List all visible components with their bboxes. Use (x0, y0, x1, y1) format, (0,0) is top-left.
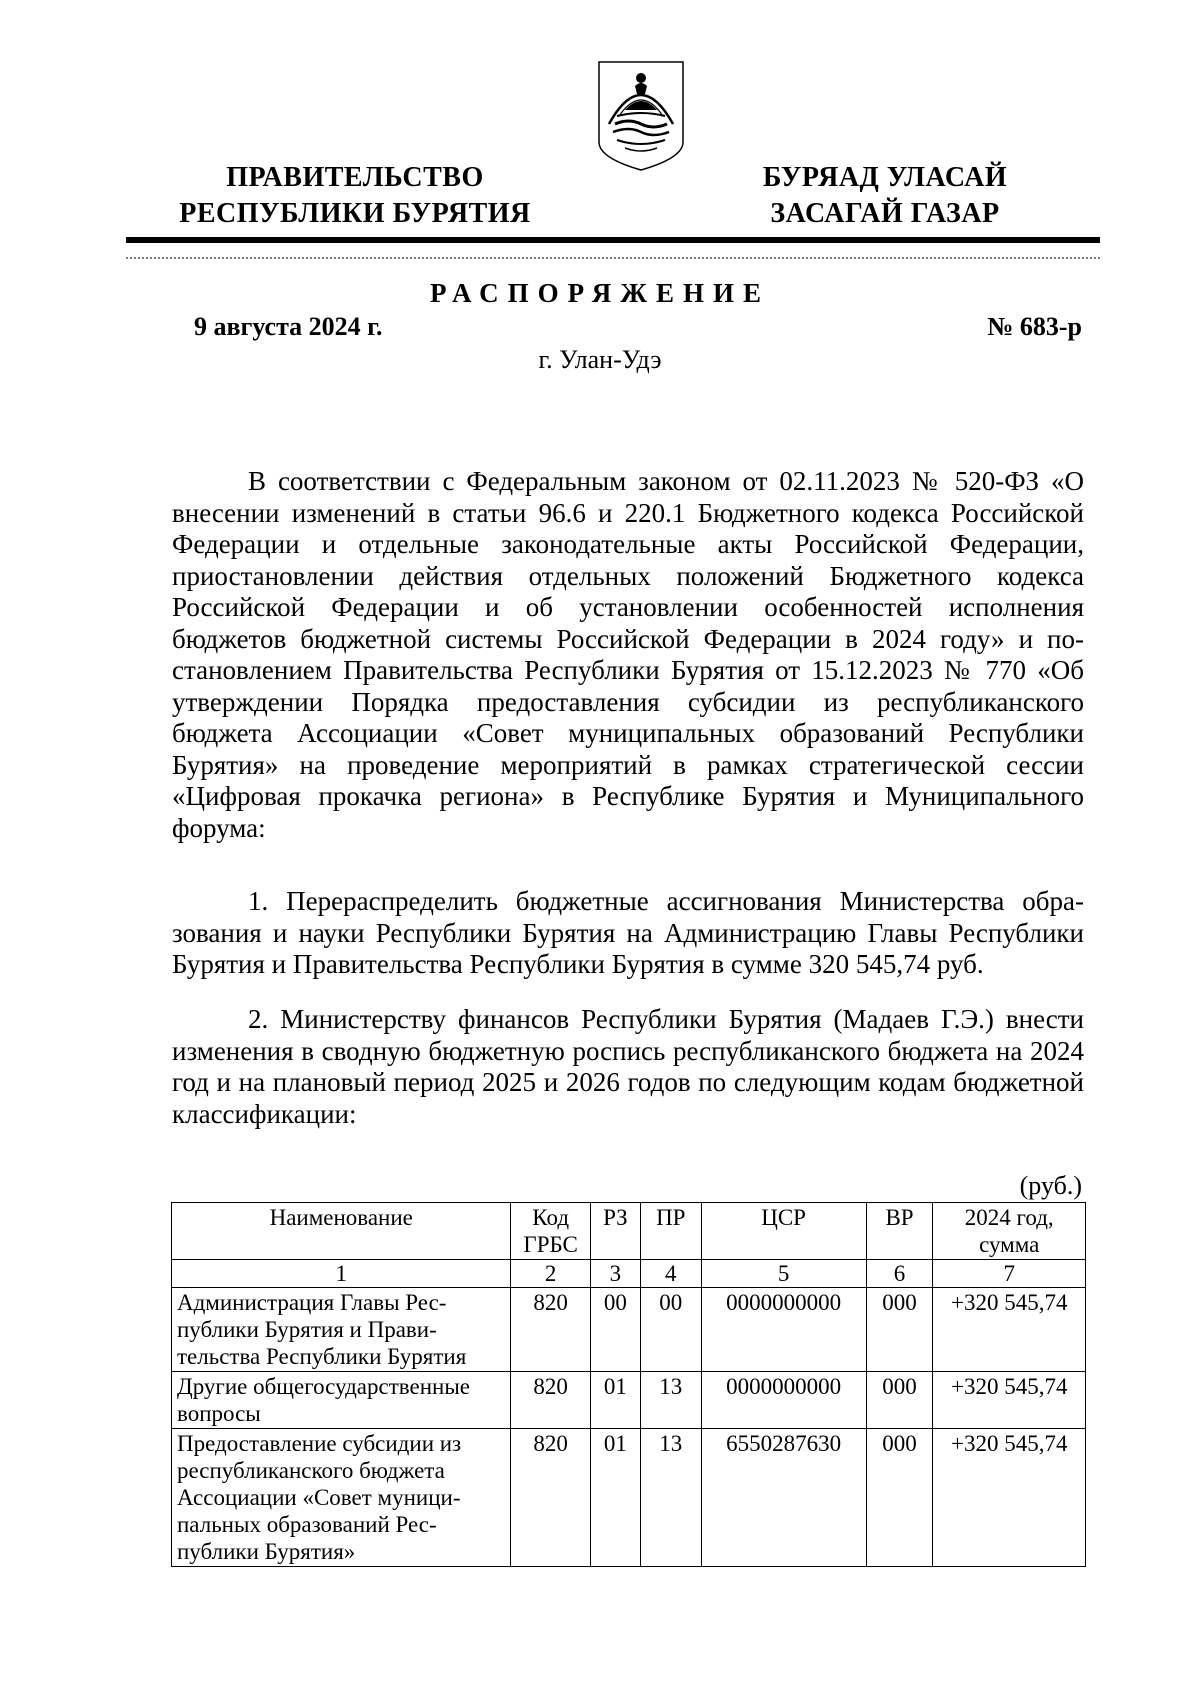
column-number: 6 (866, 1260, 933, 1288)
row-sum: +320 545,74 (933, 1288, 1086, 1372)
row-grbs: 820 (511, 1429, 590, 1567)
row-csr: 0000000000 (701, 1288, 866, 1372)
header-grbs: Код ГРБС (511, 1203, 590, 1260)
document-city: г. Улан-Удэ (538, 345, 662, 374)
government-name-buryat-line1: БУРЯАД УЛАСАЙ (762, 162, 1008, 193)
header-pr: ПР (640, 1203, 701, 1260)
document-date: 9 августа 2024 г. (194, 312, 383, 341)
table-header-row (172, 1203, 1086, 1260)
row-name: Другие общегосударственные вопросы (172, 1372, 511, 1429)
header-divider-thin (126, 257, 1100, 259)
coat-of-arms-icon (595, 58, 687, 174)
column-number: 7 (933, 1260, 1086, 1288)
government-name-russian-line1: ПРАВИТЕЛЬСТВО (226, 162, 484, 193)
row-vr: 000 (866, 1288, 933, 1372)
header-csr: ЦСР (701, 1203, 866, 1260)
row-csr: 6550287630 (701, 1429, 866, 1567)
header-rz: РЗ (590, 1203, 640, 1260)
row-csr: 0000000000 (701, 1372, 866, 1429)
row-rz: 01 (590, 1429, 640, 1567)
table-row (172, 1288, 1086, 1372)
budget-allocation-table (171, 1202, 1086, 1567)
row-sum: +320 545,74 (933, 1429, 1086, 1567)
row-rz: 01 (590, 1372, 640, 1429)
column-number: 5 (701, 1260, 866, 1288)
row-vr: 000 (866, 1429, 933, 1567)
government-name-buryat-line2: ЗАСАГАЙ ГАЗАР (770, 198, 1000, 229)
government-name-buryat (720, 160, 1050, 232)
row-sum: +320 545,74 (933, 1372, 1086, 1429)
document-type: РАСПОРЯЖЕНИЕ (429, 278, 771, 308)
column-number-row (172, 1260, 1086, 1288)
table-row (172, 1429, 1086, 1567)
column-number: 2 (511, 1260, 590, 1288)
document-number: № 683-р (987, 312, 1082, 341)
row-rz: 00 (590, 1288, 640, 1372)
paragraph-item-2: 2. Министерству финансов Республики Бурятия (Мадаев Г.Э.) внести изменения в сводную бюджетную роспись республиканского бюджета на 2024 год и на плановый период 2025 и 2026 годов по следующим кодам бюджетной классификации: (172, 1004, 1084, 1129)
government-name-russian-line2: РЕСПУБЛИКИ БУРЯТИЯ (179, 198, 531, 229)
row-grbs: 820 (511, 1288, 590, 1372)
row-name: Предоставление субсидии из республиканского бюджета Ассоциации «Совет муниципальных образований Республики Бурятия» (172, 1429, 511, 1567)
column-number: 3 (590, 1260, 640, 1288)
government-name-russian (165, 160, 545, 232)
row-pr: 00 (640, 1288, 701, 1372)
header-name: Наименование (172, 1203, 511, 1260)
row-name: Администрация Главы Республики Бурятия и Правительства Республики Бурятия (172, 1288, 511, 1372)
table-row (172, 1372, 1086, 1429)
header-vr: ВР (866, 1203, 933, 1260)
column-number: 1 (172, 1260, 511, 1288)
row-grbs: 820 (511, 1372, 590, 1429)
table-unit-label: (руб.) (1019, 1171, 1082, 1200)
header-sum: 2024 год, сумма (933, 1203, 1086, 1260)
row-vr: 000 (866, 1372, 933, 1429)
row-pr: 13 (640, 1429, 701, 1567)
paragraph-item-1: 1. Перераспределить бюджетные ассигнования Министерства образования и науки Республики Бурятия на Администрацию Главы Республики Бурятия и Правительства Республики Бурятия в сумме 320 545,74 руб. (172, 886, 1084, 979)
paragraph-intro: В соответствии с Федеральным законом от 02.11.2023 № 520-ФЗ «О внесении изменений в статьи 96.6 и 220.1 Бюджетного кодекса Российской Федерации и отдельные законодательные акты Российской Федерации, приостановлении действия отдельных положений Бюджетного кодекса Российской Федерации и об установлении особенностей исполнения бюджетов бюджетной системы Российской Федерации в 2024 году» и постановлением Правительства Республики Бурятия от 15.12.2023 № 770 «Об утверждении Порядка предоставления субсидии из республиканского бюджета Ассоциации «Совет муниципальных образований Республики Бурятия» на проведение мероприятий в рамках стратегической сессии «Цифровая прокачка региона» в Республике Бурятия и Муниципального форума: (172, 466, 1084, 843)
column-number: 4 (640, 1260, 701, 1288)
row-pr: 13 (640, 1372, 701, 1429)
header-divider-thick (126, 237, 1100, 243)
